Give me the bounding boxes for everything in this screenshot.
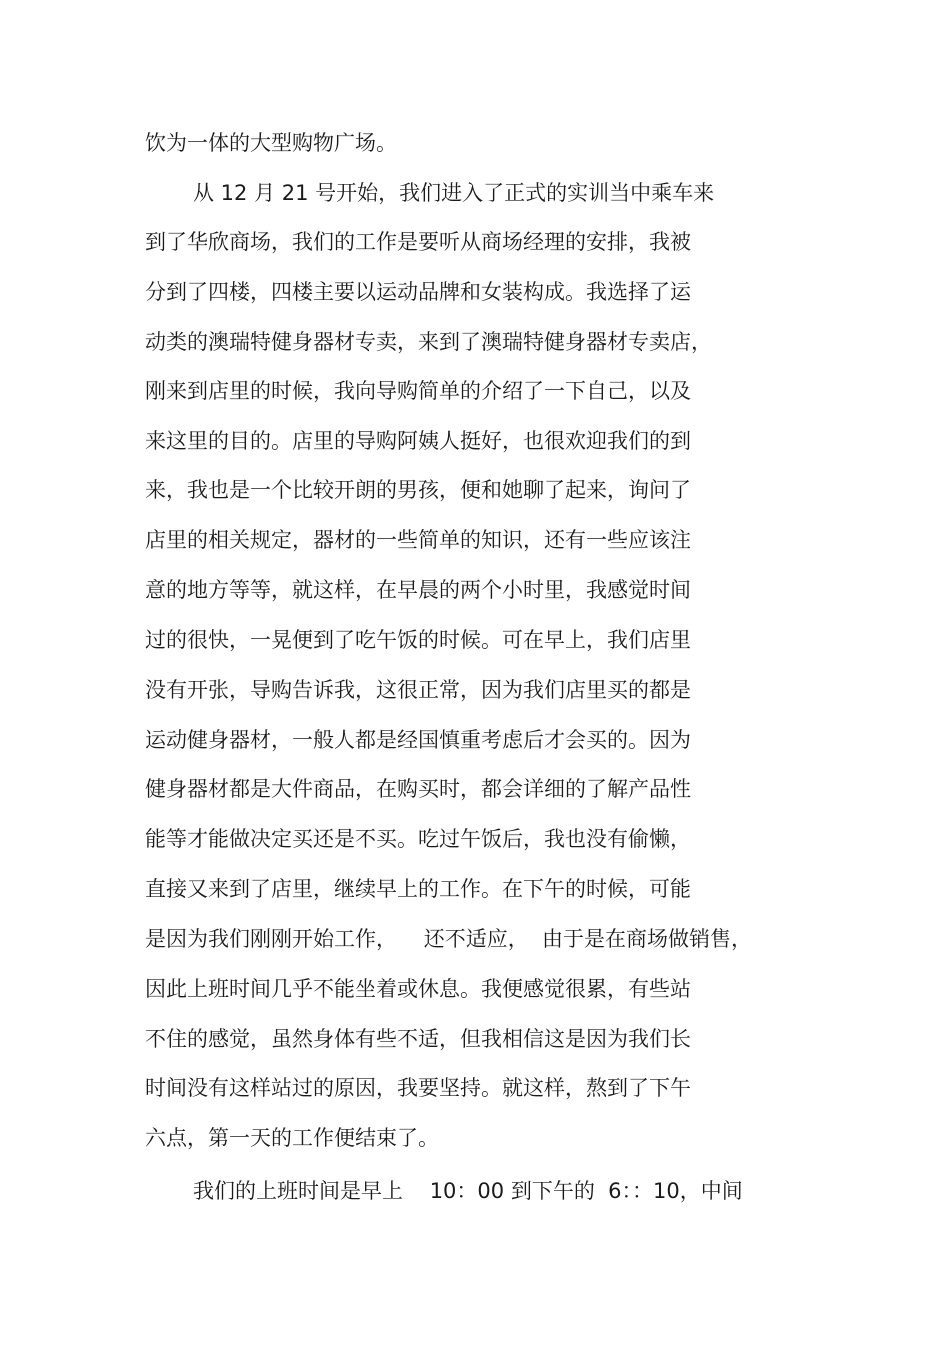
text-line: 是因为我们刚刚开始工作， 还不适应， 由于是在商场做销售， [145, 927, 753, 951]
text-line: 来这里的目的。店里的导购阿姨人挺好，也很欢迎我们的到 [145, 429, 691, 453]
text-line: 到了华欣商场，我们的工作是要听从商场经理的安排，我被 [145, 230, 691, 254]
text-line: 没有开张，导购告诉我，这很正常，因为我们店里买的都是 [145, 678, 691, 702]
text-line: 刚来到店里的时候，我向导购简单的介绍了一下自己，以及 [145, 379, 691, 403]
paragraph-first-line: 我们的上班时间是早上 10：00 到下午的 6：：10，中间 [193, 1179, 743, 1203]
text-line: 运动健身器材，一般人都是经国慎重考虑后才会买的。因为 [145, 728, 691, 752]
text-line: 意的地方等等，就这样，在早晨的两个小时里，我感觉时间 [145, 578, 691, 602]
text-line: 动类的澳瑞特健身器材专卖，来到了澳瑞特健身器材专卖店， [145, 330, 712, 354]
text-line: 过的很快，一晃便到了吃午饭的时候。可在早上，我们店里 [145, 628, 691, 652]
text-line: 分到了四楼，四楼主要以运动品牌和女装构成。我选择了运 [145, 280, 691, 304]
text-line: 六点，第一天的工作便结束了。 [145, 1126, 439, 1150]
text-line: 因此上班时间几乎不能坐着或休息。我便感觉很累，有些站 [145, 977, 691, 1001]
text-line: 健身器材都是大件商品，在购买时，都会详细的了解产品性 [145, 777, 691, 801]
paragraph-first-line: 从 12 月 21 号开始，我们进入了正式的实训当中乘车来 [193, 181, 715, 205]
text-line: 时间没有这样站过的原因，我要坚持。就这样，熬到了下午 [145, 1076, 691, 1100]
text-line: 不住的感觉，虽然身体有些不适，但我相信这是因为我们长 [145, 1027, 691, 1051]
text-line: 饮为一体的大型购物广场。 [145, 131, 397, 155]
text-line: 来，我也是一个比较开朗的男孩，便和她聊了起来，询问了 [145, 478, 691, 502]
text-line: 店里的相关规定，器材的一些简单的知识，还有一些应该注 [145, 528, 691, 552]
text-line: 能等才能做决定买还是不买。吃过午饭后，我也没有偷懒， [145, 827, 691, 851]
text-line: 直接又来到了店里，继续早上的工作。在下午的时候，可能 [145, 877, 691, 901]
